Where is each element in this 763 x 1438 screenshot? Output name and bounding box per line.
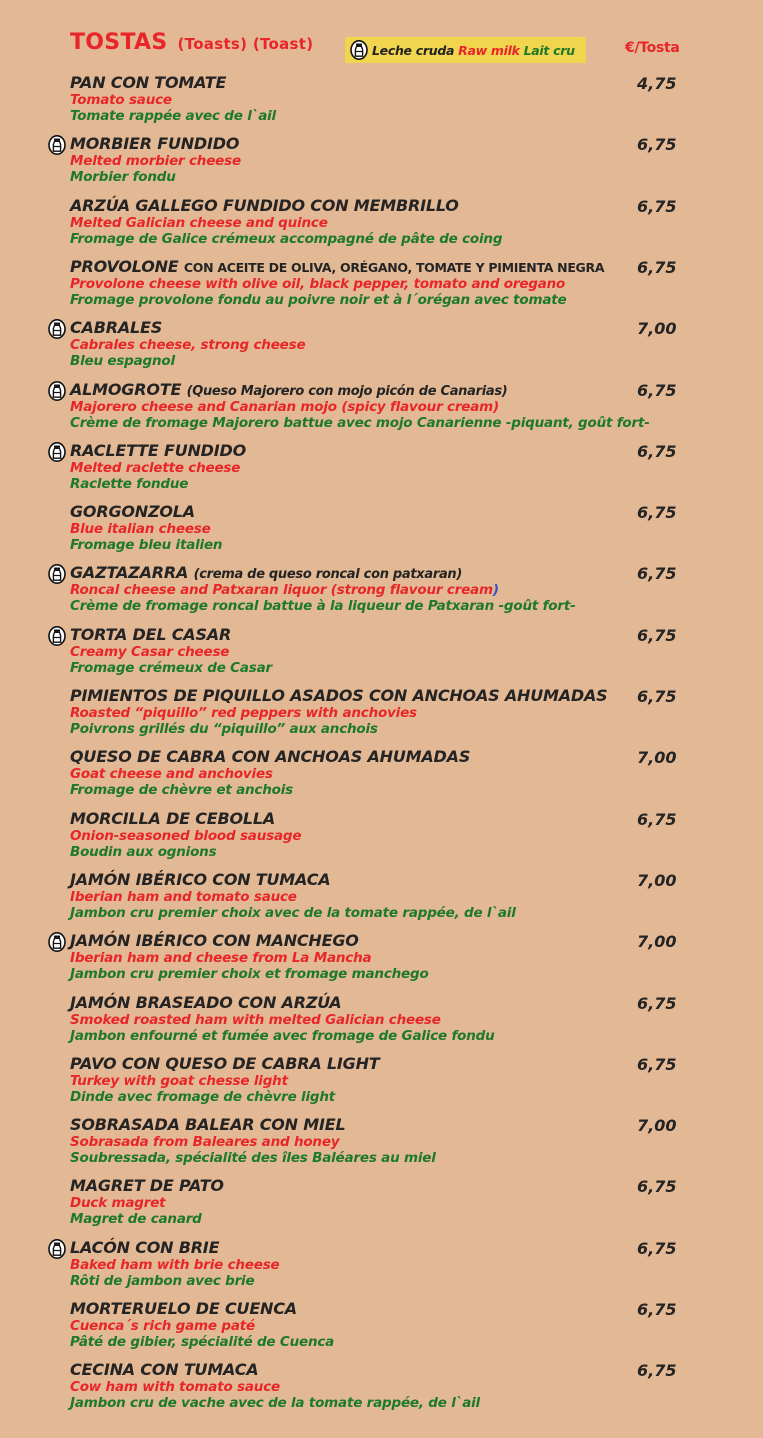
item-english-text: Smoked roasted ham with melted Galician cheese <box>70 1011 441 1028</box>
item-name <box>70 318 162 337</box>
item-english-text: Goat cheese and anchovies <box>70 766 273 783</box>
item-name-text: JAMÓN BRASEADO CON ARZÚA <box>70 992 342 1012</box>
item-english-text: Roasted “piquillo” red peppers with anchovies <box>70 705 417 721</box>
item-name <box>70 747 470 766</box>
item-english <box>70 1379 280 1395</box>
item-price: 6,75 <box>637 441 677 461</box>
page-title <box>70 30 313 55</box>
item-price: 6,75 <box>637 135 677 155</box>
item-price: 6,75 <box>637 1238 677 1258</box>
menu-item <box>0 870 763 928</box>
item-french: Morbier fondu <box>70 169 176 186</box>
item-price: 6,75 <box>637 196 677 216</box>
item-name-text: PAN CON TOMATE <box>70 73 227 92</box>
item-french: Fromage crémeux de Casar <box>70 659 272 676</box>
item-english-tail: ) <box>492 582 499 599</box>
item-name <box>70 1054 380 1073</box>
item-english-text: Melted raclette cheese <box>70 459 241 476</box>
item-name <box>70 257 604 276</box>
item-english-text: Tomato sauce <box>70 92 172 108</box>
item-price: 6,75 <box>637 625 677 645</box>
item-name <box>70 1299 297 1318</box>
item-french: Fromage de chèvre et anchois <box>70 782 293 799</box>
legend-fr: Lait cru <box>523 42 575 58</box>
milk-bottle-icon <box>48 564 66 584</box>
item-english-text: Iberian ham and cheese from La Mancha <box>70 950 372 967</box>
item-english <box>70 766 273 782</box>
item-price: 6,75 <box>637 1300 677 1319</box>
legend-en: Raw milk <box>458 42 520 58</box>
menu-item <box>0 809 763 867</box>
item-english-text: Baked ham with brie cheese <box>70 1256 280 1273</box>
item-french: Jambon cru premier choix et fromage manchego <box>70 966 429 983</box>
item-price: 6,75 <box>637 564 677 584</box>
item-name <box>70 1360 258 1379</box>
item-english <box>70 1073 288 1089</box>
item-name-text: QUESO DE CABRA CON ANCHOAS AHUMADAS <box>70 747 471 767</box>
item-name-detail: CON ACEITE DE OLIVA, ORÉGANO, TOMATE Y PIMIENTA NEGRA <box>183 259 605 275</box>
item-name <box>70 73 226 92</box>
milk-bottle-icon <box>48 135 66 155</box>
item-english-text: Turkey with goat chesse light <box>70 1072 288 1089</box>
item-french: Jambon cru de vache avec de la tomate rappée, de l`ail <box>70 1395 480 1412</box>
item-english <box>70 1134 339 1150</box>
menu-item <box>0 563 763 621</box>
item-name-text: JAMÓN IBÉRICO CON MANCHEGO <box>70 931 359 951</box>
menu-item <box>0 257 763 315</box>
item-name <box>70 931 359 950</box>
item-french: Magret de canard <box>70 1211 202 1228</box>
item-french: Fromage bleu italien <box>70 537 223 554</box>
menu-item <box>0 502 763 560</box>
item-name <box>70 1238 219 1257</box>
item-name-text: CECINA CON TUMACA <box>70 1360 259 1380</box>
item-english <box>70 889 297 905</box>
item-name <box>70 441 246 460</box>
item-price: 6,75 <box>637 257 677 277</box>
item-name <box>70 870 330 889</box>
item-english-text: Cow ham with tomato sauce <box>70 1379 280 1396</box>
item-name <box>70 196 459 215</box>
menu-item <box>0 1176 763 1234</box>
item-english-text: Iberian ham and tomato sauce <box>70 888 297 905</box>
title-main: TOSTAS <box>70 30 168 55</box>
menu-item <box>0 1115 763 1173</box>
item-english <box>70 705 417 721</box>
item-french: Pâté de gibier, spécialité de Cuenca <box>70 1334 335 1350</box>
milk-bottle-icon <box>48 381 66 401</box>
item-name-text: MORBIER FUNDIDO <box>70 134 240 154</box>
menu-item <box>0 1299 763 1357</box>
item-name <box>70 502 195 521</box>
menu-item <box>0 1360 763 1418</box>
item-price: 6,75 <box>637 1361 677 1381</box>
item-price: 4,75 <box>637 74 677 93</box>
item-english <box>70 337 305 353</box>
item-price: 6,75 <box>637 809 677 829</box>
item-name-text: MORTERUELO DE CUENCA <box>70 1299 297 1318</box>
item-price: 7,00 <box>637 748 677 768</box>
milk-bottle-icon <box>48 319 66 339</box>
item-price: 6,75 <box>637 380 677 400</box>
item-french: Fromage provolone fondu au poivre noir et à l´orégan avec tomate <box>70 291 567 308</box>
item-name-text: TORTA DEL CASAR <box>70 624 232 644</box>
item-name-text: MAGRET DE PATO <box>70 1176 224 1196</box>
item-english-text: Cuenca´s rich game paté <box>70 1318 255 1334</box>
item-english <box>70 644 229 660</box>
item-english-text: Sobrasada from Baleares and honey <box>70 1134 340 1151</box>
item-name-text: RACLETTE FUNDIDO <box>70 440 247 460</box>
item-english <box>70 215 328 231</box>
menu-item <box>0 318 763 376</box>
item-price: 7,00 <box>637 319 677 339</box>
item-name-text: PAVO CON QUESO DE CABRA LIGHT <box>70 1053 380 1073</box>
item-french: Tomate rappée avec de l`ail <box>70 108 276 124</box>
item-price: 6,75 <box>637 687 677 706</box>
price-column-header: €/Tosta <box>625 40 680 56</box>
item-name-text: PIMIENTOS DE PIQUILLO ASADOS CON ANCHOAS AHUMADAS <box>70 686 608 705</box>
item-french: Raclette fondue <box>70 475 189 492</box>
menu-item <box>0 73 763 131</box>
item-french: Rôti de jambon avec brie <box>70 1272 255 1289</box>
item-english <box>70 828 301 844</box>
item-name <box>70 1176 224 1195</box>
item-price: 7,00 <box>637 1116 677 1136</box>
item-english-text: Majorero cheese and Canarian mojo (spicy flavour cream) <box>70 398 499 415</box>
item-price: 6,75 <box>637 993 677 1013</box>
item-name <box>70 809 275 828</box>
menu-item <box>0 196 763 254</box>
item-name <box>70 1115 345 1134</box>
menu-header <box>0 0 763 70</box>
item-name-text: ALMOGROTE <box>70 379 182 399</box>
item-french: Jambon cru premier choix avec de la tomate rappée, de l`ail <box>70 904 516 921</box>
item-english-text: Provolone cheese with olive oil, black pepper, tomato and oregano <box>70 275 566 292</box>
menu-item <box>0 686 763 744</box>
legend-es: Leche cruda <box>372 42 455 58</box>
item-french: Boudin aux ognions <box>70 843 217 860</box>
item-english <box>70 1257 280 1273</box>
item-name <box>70 134 239 153</box>
item-name-text: GAZTAZARRA <box>70 563 189 583</box>
item-name <box>70 625 231 644</box>
menu-item <box>0 747 763 805</box>
item-price: 6,75 <box>637 503 677 523</box>
menu-item <box>0 625 763 683</box>
item-name-text: GORGONZOLA <box>70 502 195 522</box>
item-french: Jambon enfourné et fumée avec fromage de Galice fondu <box>70 1027 495 1044</box>
item-price: 7,00 <box>637 870 677 890</box>
item-price: 6,75 <box>637 1054 677 1074</box>
item-name <box>70 563 462 582</box>
item-english <box>70 950 371 966</box>
item-price: 6,75 <box>637 1177 677 1197</box>
milk-bottle-icon <box>350 40 368 60</box>
item-french: Fromage de Galice crémeux accompagné de pâte de coing <box>70 230 503 247</box>
item-name-text: SOBRASADA BALEAR CON MIEL <box>70 1115 346 1135</box>
menu-item <box>0 380 763 438</box>
raw-milk-legend <box>345 37 586 63</box>
item-english-text: Creamy Casar cheese <box>70 643 230 660</box>
milk-bottle-icon <box>48 442 66 462</box>
item-english-text: Melted Galician cheese and quince <box>70 214 328 231</box>
item-french: Dinde avec fromage de chèvre light <box>70 1088 336 1105</box>
milk-bottle-icon <box>48 1239 66 1259</box>
item-english-text: Roncal cheese and Patxaran liquor (strong flavour cream <box>70 582 493 599</box>
menu-item <box>0 1238 763 1296</box>
item-english <box>70 1318 255 1334</box>
menu-item <box>0 1054 763 1112</box>
item-name-text: JAMÓN IBÉRICO CON TUMACA <box>70 869 331 889</box>
item-name-text: CABRALES <box>70 318 163 338</box>
item-name <box>70 380 507 399</box>
item-english <box>70 521 211 537</box>
item-name-text: MORCILLA DE CEBOLLA <box>70 808 276 828</box>
item-english <box>70 399 499 415</box>
item-name-text: ARZÚA GALLEGO FUNDIDO CON MEMBRILLO <box>70 195 459 215</box>
item-english-text: Blue italian cheese <box>70 521 211 538</box>
item-english <box>70 276 565 292</box>
item-name <box>70 993 341 1012</box>
milk-bottle-icon <box>48 932 66 952</box>
item-name-detail: (crema de queso roncal con patxaran) <box>193 567 463 583</box>
item-english <box>70 1195 165 1211</box>
item-french: Crème de fromage Majorero battue avec mojo Canarienne -piquant, goût fort- <box>70 414 650 431</box>
item-english <box>70 582 499 598</box>
item-name-text: LACÓN CON BRIE <box>70 1237 220 1257</box>
item-name-text: PROVOLONE <box>70 256 179 276</box>
menu-item <box>0 441 763 499</box>
item-price: 7,00 <box>637 932 677 952</box>
item-english <box>70 1012 441 1028</box>
item-english <box>70 460 240 476</box>
title-translation: (Toasts) (Toast) <box>177 35 314 53</box>
item-french: Soubressada, spécialité des îles Baléares au miel <box>70 1150 436 1167</box>
item-english-text: Melted morbier cheese <box>70 153 241 170</box>
item-french: Crème de fromage roncal battue à la liqueur de Patxaran -goût fort- <box>70 598 576 615</box>
item-french: Bleu espagnol <box>70 353 175 370</box>
menu-item <box>0 993 763 1051</box>
menu-item <box>0 931 763 989</box>
menu-item <box>0 134 763 192</box>
item-french: Poivrons grillés du “piquillo” aux anchois <box>70 721 378 737</box>
item-english-text: Duck magret <box>70 1195 166 1212</box>
item-english <box>70 92 172 108</box>
item-name <box>70 686 608 705</box>
item-english-text: Cabrales cheese, strong cheese <box>70 337 306 354</box>
item-english <box>70 153 241 169</box>
item-english-text: Onion-seasoned blood sausage <box>70 827 302 844</box>
item-name-detail: (Queso Majorero con mojo picón de Canarias) <box>186 383 508 399</box>
milk-bottle-icon <box>48 626 66 646</box>
